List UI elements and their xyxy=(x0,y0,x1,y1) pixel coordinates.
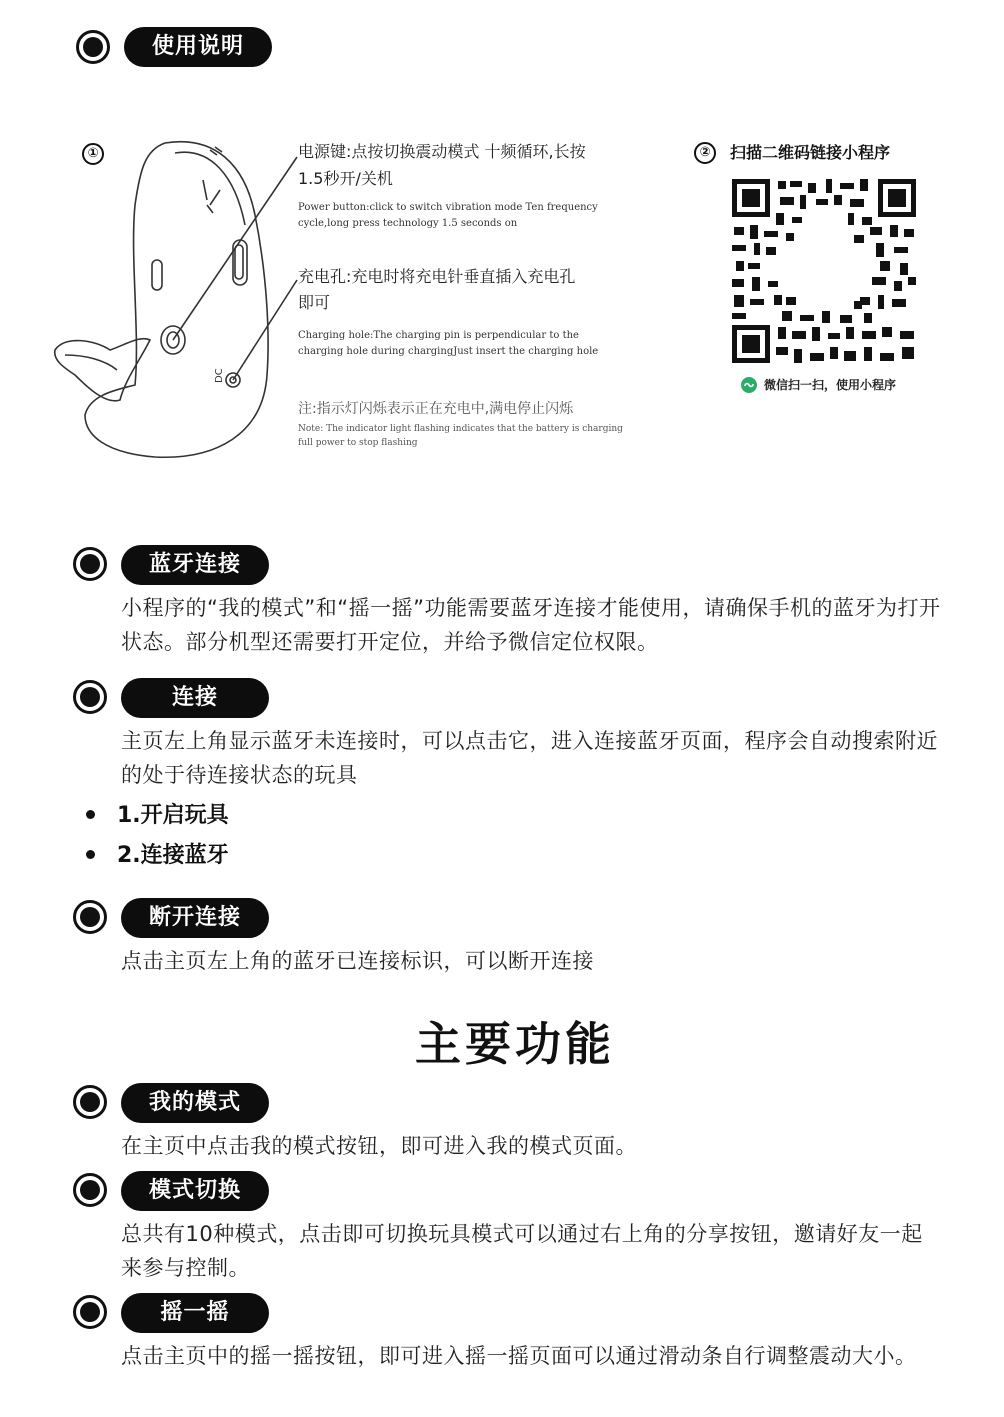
section-bullet-icon xyxy=(73,1173,107,1207)
figure-number-2: ② xyxy=(694,142,716,164)
disconnect-text: 点击主页左上角的蓝牙已连接标识，可以断开连接 xyxy=(121,949,594,973)
power-desc-en-2: cycle,long press technology 1.5 seconds on xyxy=(298,218,518,229)
section-bullet-icon xyxy=(73,1295,107,1329)
section-bullet-icon xyxy=(73,900,107,934)
note-en-1: Note: The indicator light flashing indicates that the battery is charging xyxy=(298,424,623,434)
section-label-connect: 连接 xyxy=(121,678,269,718)
qr-title: 扫描二维码链接小程序 xyxy=(730,143,891,162)
my-mode-text: 在主页中点击我的模式按钮，即可进入我的模式页面。 xyxy=(121,1134,637,1158)
mode-switch-text: 总共有10种模式，点击即可切换玩具模式可以通过右上角的分享按钮，邀请好友一起来参与控制。 xyxy=(121,1222,923,1280)
section-bullet-icon xyxy=(76,30,110,64)
wechat-miniprogram-icon xyxy=(741,377,757,393)
section-label-my-mode: 我的模式 xyxy=(121,1083,269,1123)
main-functions-title: 主要功能 xyxy=(415,1017,615,1071)
charge-desc-en-1: Charging hole:The charging pin is perpendicular to the xyxy=(298,330,579,341)
dc-label: DC xyxy=(214,368,225,383)
power-desc-en-1: Power button:click to switch vibration mode Ten frequency xyxy=(298,202,598,213)
charge-desc-en-2: charging hole during chargingJust insert the charging hole xyxy=(298,346,599,357)
page-title: 使用说明 xyxy=(124,27,272,67)
list-item: 1.开启玩具 xyxy=(86,798,229,829)
qr-caption: 微信扫一扫，使用小程序 xyxy=(764,378,897,392)
shake-text: 点击主页中的摇一摇按钮，即可进入摇一摇页面可以通过滑动条自行调整震动大小。 xyxy=(121,1344,917,1368)
section-label-mode-switch: 模式切换 xyxy=(121,1171,269,1211)
connect-text: 主页左上角显示蓝牙未连接时，可以点击它，进入连接蓝牙页面，程序会自动搜索附近的处于待连接状态的玩具 xyxy=(121,729,938,787)
note-cn: 注:指示灯闪烁表示正在充电中,满电停止闪烁 xyxy=(298,401,574,417)
note-en-2: full power to stop flashing xyxy=(298,438,418,448)
section-label-shake: 摇一摇 xyxy=(121,1293,269,1333)
charge-desc-cn-1: 充电孔:充电时将充电针垂直插入充电孔 xyxy=(298,267,576,286)
qr-code-image xyxy=(730,177,918,365)
section-bullet-icon xyxy=(73,680,107,714)
charge-desc-cn-2: 即可 xyxy=(298,293,331,312)
section-label-bluetooth: 蓝牙连接 xyxy=(121,545,269,585)
list-item: 2.连接蓝牙 xyxy=(86,838,229,869)
section-bullet-icon xyxy=(73,1085,107,1119)
section-bullet-icon xyxy=(73,547,107,581)
figure-number-1: ① xyxy=(82,143,104,165)
bluetooth-text: 小程序的“我的模式”和“摇一摇”功能需要蓝牙连接才能使用，请确保手机的蓝牙为打开状态。部分机型还需要打开定位，并给予微信定位权限。 xyxy=(121,596,941,654)
power-desc-cn-2: 1.5秒开/关机 xyxy=(298,169,393,188)
power-desc-cn-1: 电源键:点按切换震动模式 十频循环,长按 xyxy=(298,142,586,161)
section-label-disconnect: 断开连接 xyxy=(121,898,269,938)
